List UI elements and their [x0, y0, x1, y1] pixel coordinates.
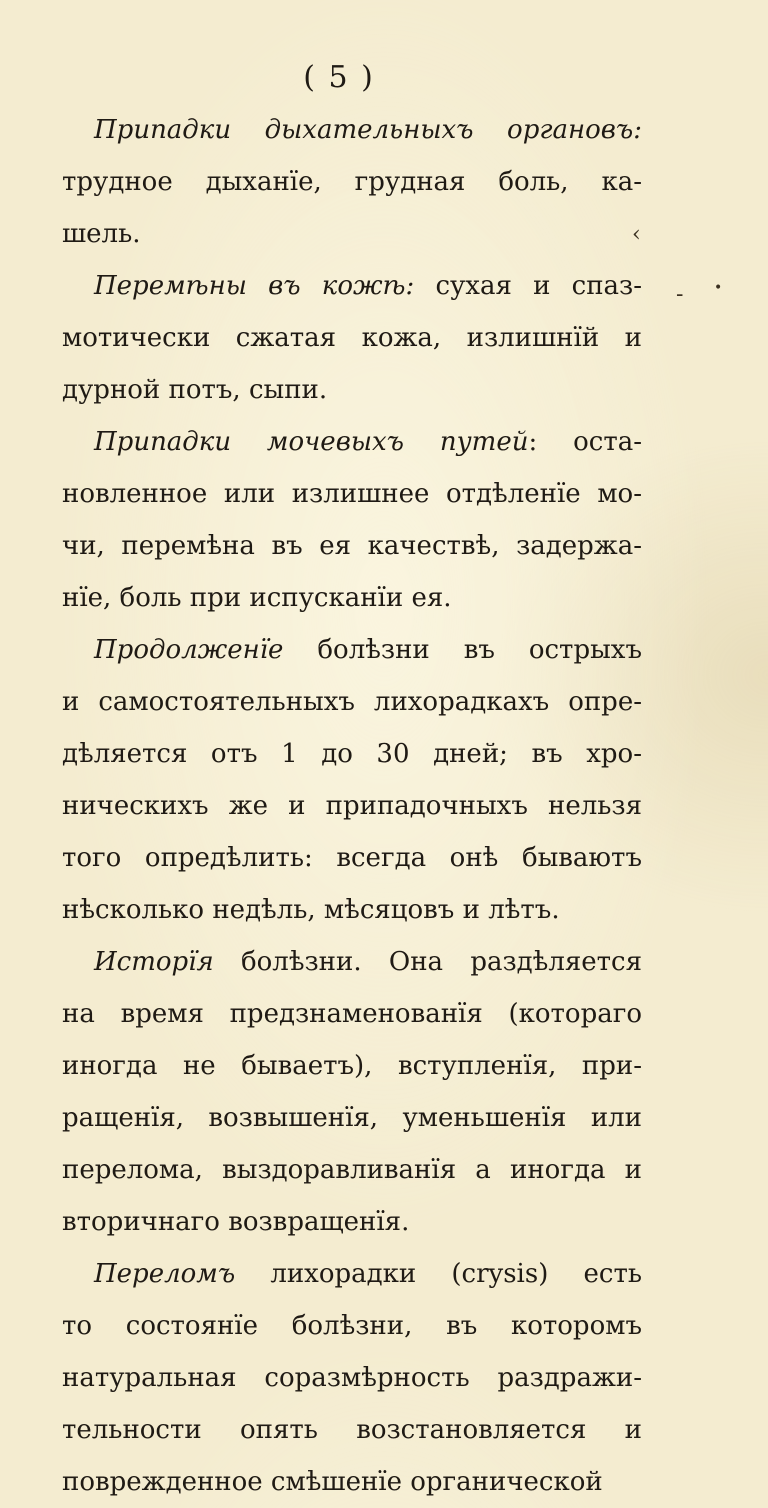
paragraph-line [62, 364, 642, 416]
body-text [62, 104, 642, 1508]
paragraph-line [62, 832, 642, 884]
paragraph-line [62, 1092, 642, 1144]
paragraph-line [62, 208, 642, 260]
text-run: натуральная соразмѣрность раздражи- [62, 1363, 642, 1393]
paragraph-first-line [62, 104, 642, 156]
print-speck: ‹ [632, 222, 641, 247]
text-run: трудное дыханïе, грудная боль, ка- [62, 167, 642, 197]
paragraph-line [62, 156, 642, 208]
paragraph-line [62, 988, 642, 1040]
margin-dot: • [714, 280, 723, 296]
paragraph-line [62, 1196, 642, 1248]
text-run: и самостоятельныхъ лихорадкахъ опре- [62, 687, 642, 717]
text-run: иногда не бываетъ), вступленïя, при- [62, 1051, 642, 1081]
text-run: дурной потъ, сыпи. [62, 375, 328, 405]
paragraph-first-line [62, 936, 642, 988]
paragraph-line [62, 1040, 642, 1092]
text-run: вторичнаго возвращенïя. [62, 1207, 410, 1237]
text-run: мотически сжатая кожа, излишнïй и [62, 323, 642, 353]
text-run: новленное или излишнее отдѣленïе мо- [62, 479, 642, 509]
paragraph-line [62, 1404, 642, 1456]
text-run: то состоянïе болѣзни, въ которомъ [62, 1311, 642, 1341]
text-run: шель. [62, 219, 141, 249]
text-run: лихорадки (crysis) есть [235, 1259, 642, 1289]
italic-term: Припадки мочевыхъ путей [94, 427, 529, 457]
paragraph-line [62, 572, 642, 624]
paragraph-line [62, 1144, 642, 1196]
text-run: чи, перемѣна въ ея качествѣ, задержа- [62, 531, 642, 561]
text-run: болѣзни. Она раздѣляется [213, 947, 642, 977]
text-run: : оста- [528, 427, 642, 457]
paragraph-first-line [62, 624, 642, 676]
paragraph-line [62, 1352, 642, 1404]
margin-mark: - [676, 282, 684, 307]
italic-term: Переломъ [94, 1259, 236, 1289]
italic-term: Продолженïе [94, 635, 284, 665]
page-number: ( 5 ) [303, 60, 375, 95]
paragraph-line [62, 676, 642, 728]
text-run: перелома, выздоравливанïя а иногда и [62, 1155, 642, 1185]
text-run: поврежденное смѣшенïе органической [62, 1467, 603, 1497]
paragraph-line [62, 780, 642, 832]
text-run: нѣсколько недѣль, мѣсяцовъ и лѣтъ. [62, 895, 560, 925]
text-run: того опредѣлить: всегда онѣ бываютъ [62, 843, 642, 873]
paragraph-line [62, 728, 642, 780]
text-run: ращенïя, возвышенïя, уменьшенïя или [62, 1103, 642, 1133]
text-run: нïе, боль при испусканïи ея. [62, 583, 452, 613]
italic-term: Припадки дыхательныхъ органовъ: [94, 115, 642, 145]
paragraph-first-line [62, 416, 642, 468]
italic-term: Исторïя [94, 947, 214, 977]
text-run: сухая и спаз- [414, 271, 642, 301]
paragraph-first-line [62, 1248, 642, 1300]
paragraph-line [62, 884, 642, 936]
paragraph-line [62, 520, 642, 572]
text-run: болѣзни въ острыхъ [283, 635, 642, 665]
paragraph-line [62, 312, 642, 364]
text-run: тельности опять возстановляется и [62, 1415, 642, 1445]
italic-term: Перемѣны въ кожѣ: [94, 271, 415, 301]
text-run: дѣляется отъ 1 до 30 дней; въ хро- [62, 739, 642, 769]
text-run: ническихъ же и припадочныхъ нельзя [62, 791, 642, 821]
paragraph-first-line [62, 260, 642, 312]
text-run: на время предзнаменованïя (котораго [62, 999, 642, 1029]
paragraph-line [62, 1300, 642, 1352]
paragraph-line [62, 1456, 642, 1508]
paragraph-line [62, 468, 642, 520]
